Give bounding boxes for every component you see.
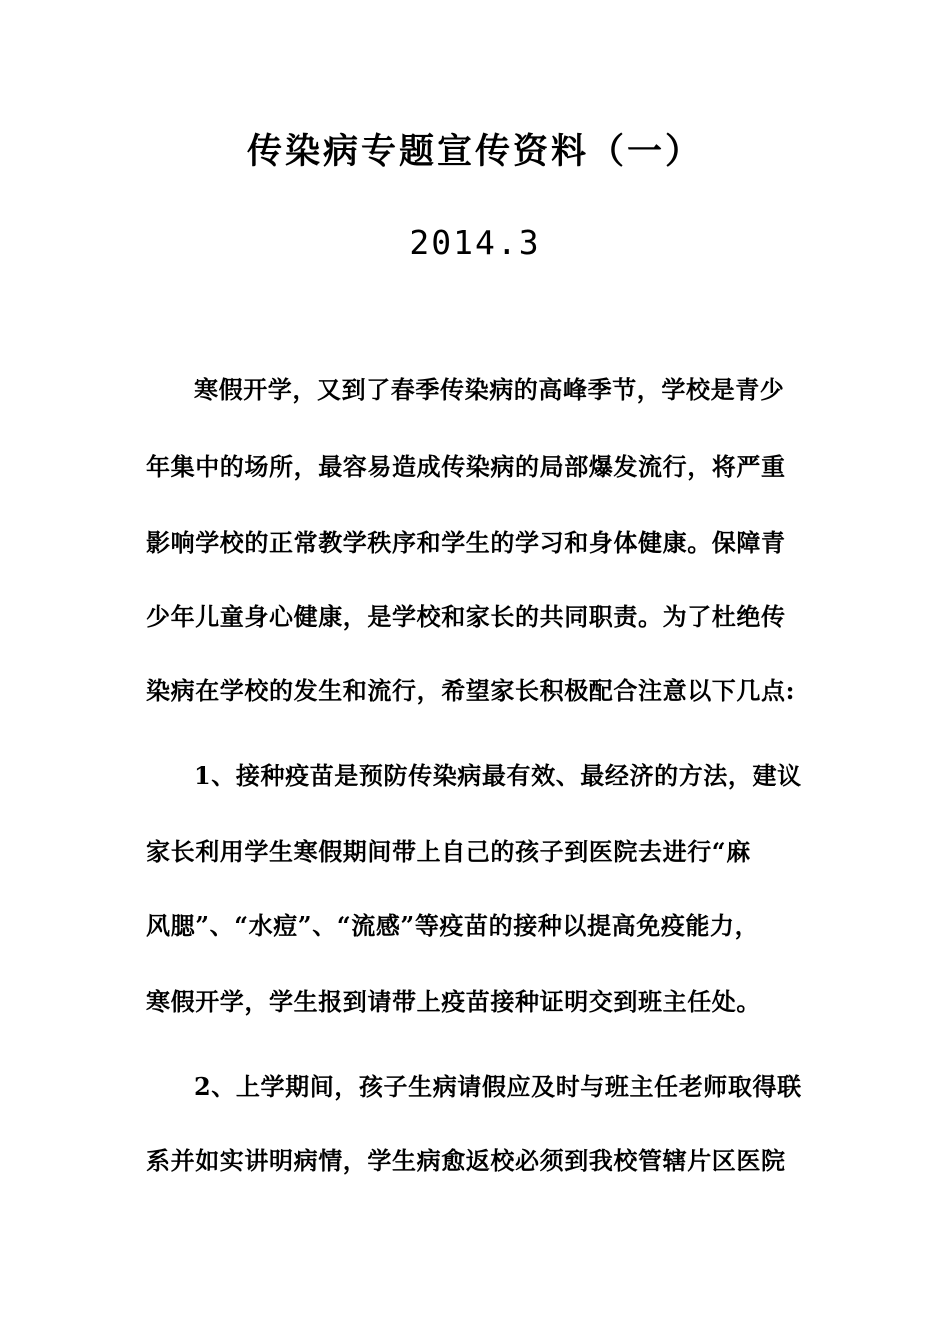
- paragraph-2-line-2: 家长利用学生寒假期间带上自己的孩子到医院去进行“麻: [146, 837, 751, 866]
- document-title: 传染病专题宣传资料（一）: [246, 131, 703, 172]
- paragraph-3-line-2: 系并如实讲明病情，学生病愈返校必须到我校管辖片区医院: [146, 1146, 786, 1175]
- document-date: 2014.3: [409, 223, 541, 262]
- paragraph-1-line-5: 染病在学校的发生和流行，希望家长积极配合注意以下几点:: [146, 676, 796, 705]
- paragraph-1-line-3: 影响学校的正常教学秩序和学生的学习和身体健康。保障青: [146, 528, 786, 557]
- paragraph-1-line-2: 年集中的场所，最容易造成传染病的局部爆发流行，将严重: [146, 452, 786, 481]
- paragraph-1-line-4: 少年儿童身心健康，是学校和家长的共同职责。为了杜绝传: [146, 602, 786, 631]
- paragraph-2-line-3: 风腮”、“水痘”、“流感”等疫苗的接种以提高免疫能力，: [146, 911, 760, 940]
- paragraph-2-line-1: 1、接种疫苗是预防传染病最有效、最经济的方法，建议: [194, 761, 802, 790]
- paragraph-2-line-4: 寒假开学，学生报到请带上疫苗接种证明交到班主任处。: [146, 987, 761, 1016]
- paragraph-3-line-1: 2、上学期间，孩子生病请假应及时与班主任老师取得联: [194, 1072, 802, 1101]
- paragraph-1-line-1: 寒假开学，又到了春季传染病的高峰季节，学校是青少: [194, 375, 785, 404]
